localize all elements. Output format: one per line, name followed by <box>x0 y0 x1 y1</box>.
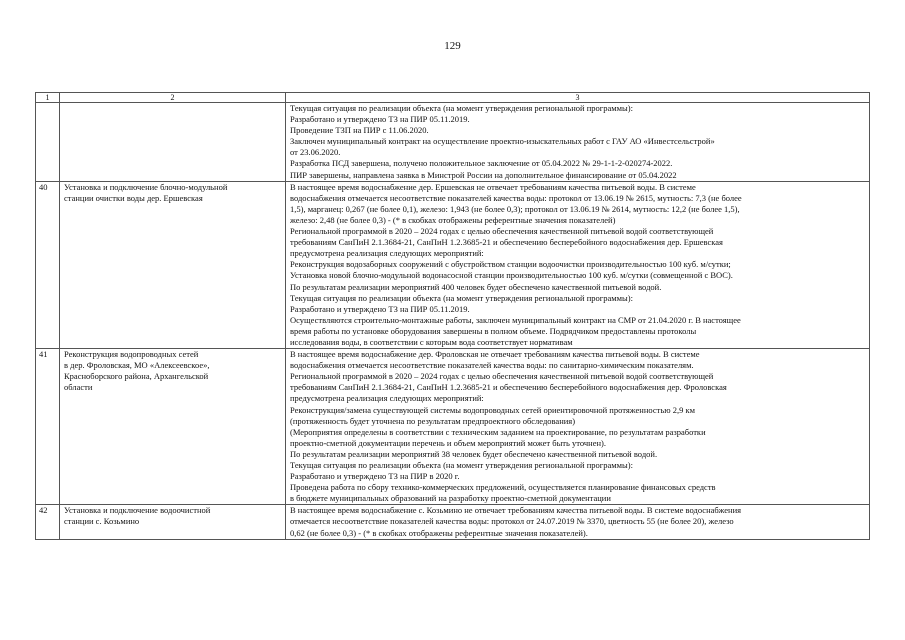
text-line: Красноборского района, Архангельской <box>64 371 209 382</box>
text-line: станции с. Козьмино <box>64 516 140 527</box>
text-line: Реконструкция водопроводных сетей <box>64 349 199 360</box>
text-line: Установка новой блочно-модульной водонасосной станции производительностью 100 куб. м/сутки (совмещенной с ВОС). <box>290 270 733 281</box>
text-line: Текущая ситуация по реализации объекта (на момент утверждения региональной программы): <box>290 292 633 303</box>
text-line: предусмотрена реализация следующих мероприятий: <box>290 393 484 404</box>
text-line: в дер. Фроловская, МО «Алексеевское», <box>64 360 210 371</box>
row-description <box>286 349 870 505</box>
text-line: В настоящее время водоснабжение дер. Фроловская не отвечает требованиям качества питьевой воды. В системе <box>290 349 700 360</box>
row-description <box>286 103 870 182</box>
table-row <box>36 181 870 348</box>
row-number: 40 <box>36 181 60 348</box>
text-line: требованиям СанПиН 2.1.3684-21, СанПиН 1.2.3685-21 и обеспечению бесперебойного водоснабжения дер. Фроловская <box>290 382 727 393</box>
text-line: железо: 2,48 (не более 0,3) - (* в скобках отображены референтные значения показателей) <box>290 214 616 225</box>
text-line: Разработка ПСД завершена, получено положительное заключение от 05.04.2022 № 29-1-1-2-020274-2022. <box>290 158 673 169</box>
text-line: Проведена работа по сбору технико-коммерческих предложений, осуществляется планирование финансовых средств <box>290 482 716 493</box>
text-line: в бюджете муниципальных образований на разработку проектно-сметной документации <box>290 493 611 504</box>
text-line: водоснабжения отмечается несоответствие показателей качества воды: протокол от 13.06.19 № 2615, мутность: 7,3 (не более <box>290 192 742 203</box>
text-line: Текущая ситуация по реализации объекта (на момент утверждения региональной программы): <box>290 460 633 470</box>
text-line: станции очистки воды дер. Ершевская <box>64 192 203 203</box>
row-number <box>36 103 60 182</box>
text-line: предусмотрена реализация следующих мероприятий: <box>290 248 484 259</box>
text-line: области <box>64 382 93 393</box>
text-line: Разработано и утверждено ТЗ на ПИР 05.11.2019. <box>290 114 470 125</box>
text-line: отмечается несоответствие показателей качества воды: протокол от 24.07.2019 № 3370, цветность 55 (не более 20), железо <box>290 516 734 527</box>
text-line: В настоящее время водоснабжение с. Козьмино не отвечает требованиям качества питьевой воды. В системе водоснабжения <box>290 505 742 516</box>
header-col-3: 3 <box>286 93 870 103</box>
text-line: водоснабжения отмечается несоответствие показателей качества воды: по санитарно-химическим показателям. <box>290 360 694 371</box>
text-line: В настоящее время водоснабжение дер. Ершевская не отвечает требованиям качества питьевой воды. В системе <box>290 181 696 192</box>
text-line: Реконструкция/замена существующей системы водопроводных сетей ориентировочной протяженностью 2,9 км <box>290 404 695 415</box>
text-line: Региональной программой в 2020 – 2024 годах с целью обеспечения качественной питьевой водой соответствующей <box>290 371 714 382</box>
text-line: требованиям СанПиН 2.1.3684-21, СанПиН 1.2.3685-21 и обеспечению бесперебойного водоснабжения дер. Ершевская <box>290 237 723 248</box>
text-line: время работы по установке оборудования завершены в полном объеме. Подрядчиком предоставлены протоколы <box>290 325 697 336</box>
page-number: 129 <box>444 40 461 52</box>
text-line: 1,5), марганец: 0,267 (не более 0,1), железо: 1,943 (не более 0,3); протокол от 13.06.19 № 2614, мутность: 12,2 (не более 1,5), <box>290 203 740 214</box>
header-col-2: 2 <box>60 93 286 103</box>
row-description <box>286 181 870 348</box>
text-line: (протяженность будет уточнена по результатам предпроектного обследования) <box>290 415 576 426</box>
text-line: 0,62 (не более 0,3) - (* в скобках отображены референтные значения показателей). <box>290 527 588 538</box>
text-line: от 23.06.2020. <box>290 147 341 158</box>
table-row <box>36 349 870 505</box>
row-description <box>286 505 870 539</box>
row-number: 42 <box>36 505 60 539</box>
text-line: Установка и подключение водоочистной <box>64 505 211 516</box>
document-table <box>35 92 870 540</box>
text-line: ПИР завершены, направлена заявка в Минстрой России на дополнительное финансирование от 05.04.2022 <box>290 169 677 180</box>
text-line: Реконструкция водозаборных сооружений с обустройством станции водоочистки производительностью 100 куб. м/сутки; <box>290 259 731 270</box>
text-line: По результатам реализации мероприятий 38 человек будет обеспечено качественной питьевой водой. <box>290 448 658 459</box>
table-header-row <box>36 93 870 103</box>
row-name <box>60 349 286 505</box>
row-name <box>60 505 286 539</box>
text-line: Разработано и утверждено ТЗ на ПИР 05.11.2019. <box>290 303 470 314</box>
text-line: (Мероприятия определены в соответствии с техническим заданием на проектирование, по результатам разработки <box>290 426 706 437</box>
text-line: исследования воды, в соответствии с которым вода соответствует нормативам <box>290 336 573 347</box>
text-line: Региональной программой в 2020 – 2024 годах с целью обеспечения качественной питьевой водой соответствующей <box>290 226 714 237</box>
row-number: 41 <box>36 349 60 505</box>
header-col-1: 1 <box>36 93 60 103</box>
text-line: Разработано и утверждено ТЗ на ПИР в 2020 г. <box>290 471 460 482</box>
text-line: Текущая ситуация по реализации объекта (на момент утверждения региональной программы): <box>290 103 633 113</box>
row-name <box>60 181 286 348</box>
text-line: По результатам реализации мероприятий 400 человек будет обеспечено качественной питьевой водой. <box>290 281 662 292</box>
row-name <box>60 103 286 182</box>
continuation-row <box>36 103 870 182</box>
text-line: Установка и подключение блочно-модульной <box>64 181 228 192</box>
text-line: Заключен муниципальный контракт на осуществление проектно-изыскательных работ с ГАУ АО «Инвестсельстрой» <box>290 136 715 147</box>
table-row <box>36 505 870 539</box>
text-line: Проведение ТЗП на ПИР с 11.06.2020. <box>290 125 429 136</box>
text-line: проектно-сметной документации перечень и объем мероприятий может быть уточнен). <box>290 437 606 448</box>
text-line: Осуществляются строительно-монтажные работы, заключен муниципальный контракт на СМР от 21.04.2020 г. В настоящее <box>290 314 741 325</box>
